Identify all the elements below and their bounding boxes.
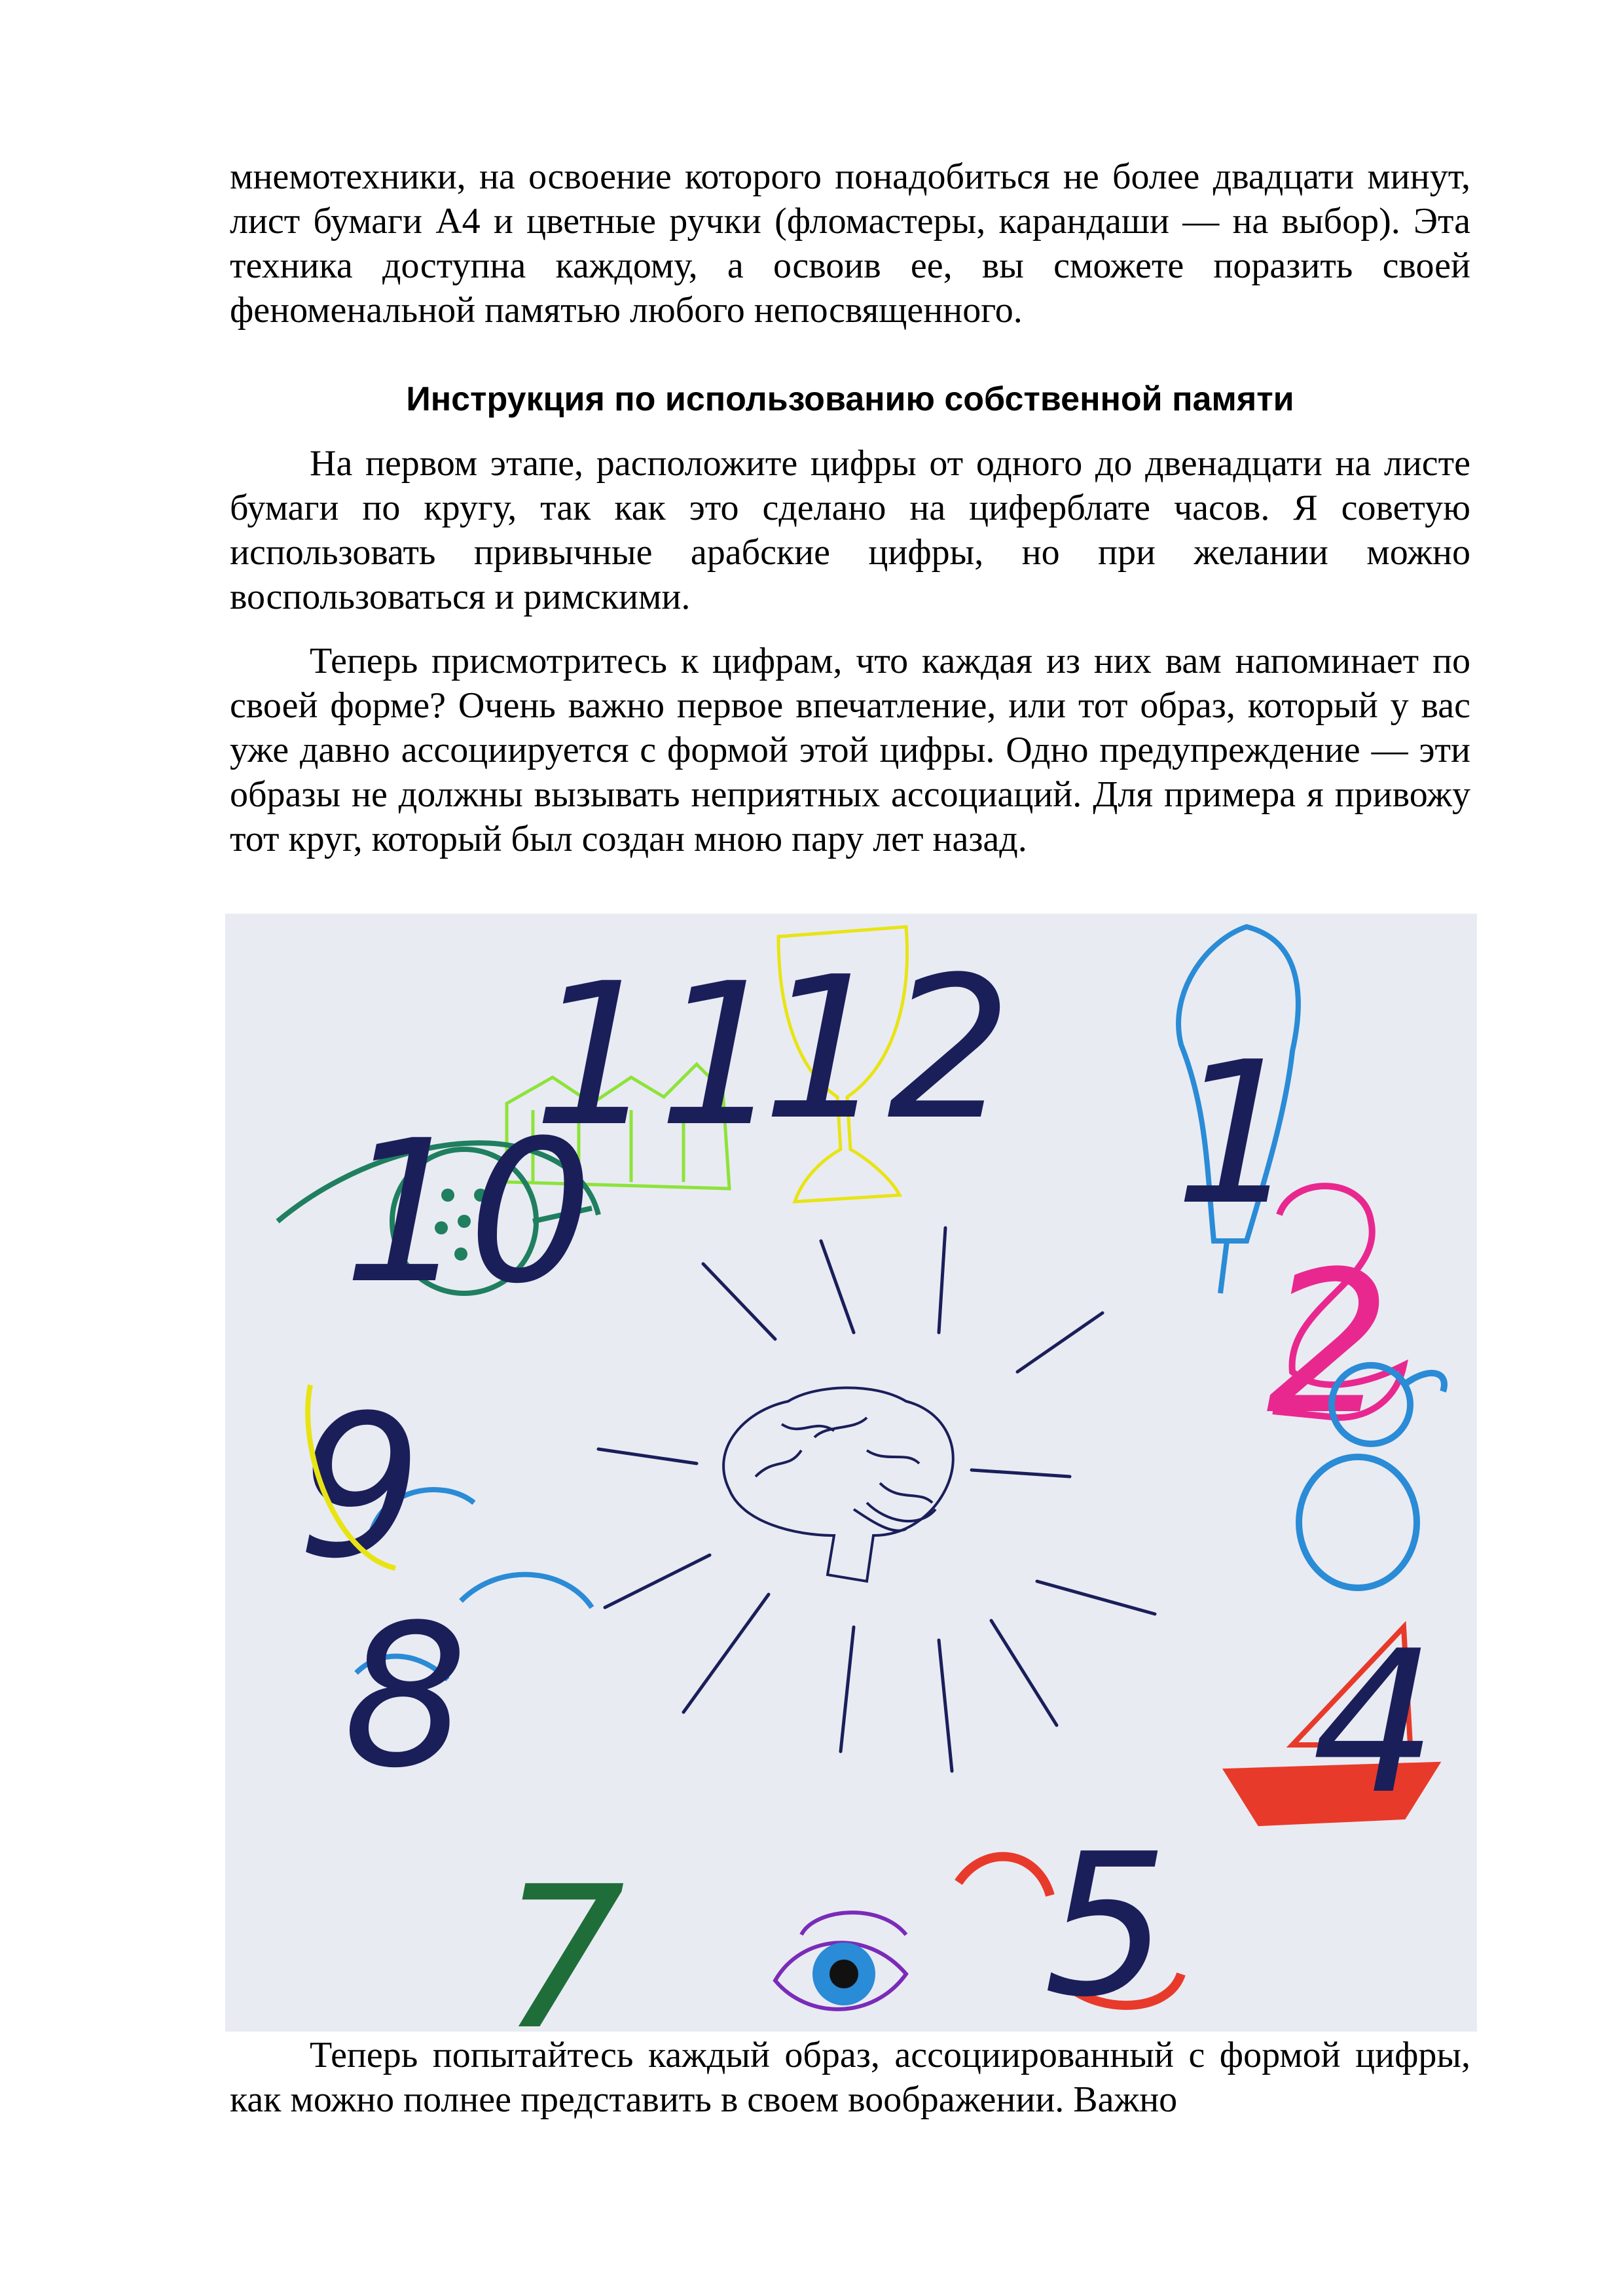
digit-11: 11 [533, 941, 783, 1170]
digit-10: 10 [343, 1098, 593, 1327]
digit-12: 12 [762, 935, 1012, 1163]
digit-4: 4 [1312, 1609, 1437, 1837]
section-heading: Инструкция по использованию собственной памяти [406, 380, 1294, 418]
digit-9: 9 [297, 1373, 422, 1602]
brain-icon [723, 1388, 953, 1581]
digit-1: 1 [1175, 1020, 1300, 1248]
paragraph-associations: Теперь присмотритесь к цифрам, что каждая из них вам напоминает по своей форме? Очень важно первое впечатление, или тот образ, который у вас уже давно ассоциируется с формой этой цифры. Одно предупреждение — эти образы не должны вызывать неприятных ассоциаций. Для примера я привожу тот круг, который был создан мною пару лет назад. [230, 641, 1470, 859]
number-association-figure [225, 914, 1477, 2032]
sun-rays [598, 1228, 1155, 1771]
digit-7: 7 [500, 1844, 625, 2032]
digit-8: 8 [343, 1583, 468, 1811]
digit-2: 2 [1266, 1229, 1391, 1458]
paragraph-imagination: Теперь попытайтесь каждый образ, ассоциированный с формой цифры, как можно полнее представить в своем воображении. Важно [230, 2035, 1470, 2120]
paragraph-intro-continued: мнемотехники, на освоение которого понадобиться не более двадцати минут, лист бумаги А4 и цветные ручки (фломастеры, карандаши — на выбор). Эта техника доступна каждому, а освоив ее, вы сможете поразить своей феноменальной памятью любого непосвященного. [230, 156, 1470, 331]
paragraph-step-one: На первом этапе, расположите цифры от одного до двенадцати на листе бумаги по кругу, так как это сделано на циферблате часов. Я советую использовать привычные арабские цифры, но при желании можно воспользоваться и римскими. [230, 443, 1470, 617]
digit-5: 5 [1044, 1812, 1169, 2032]
figure-drawing [225, 914, 1477, 2032]
